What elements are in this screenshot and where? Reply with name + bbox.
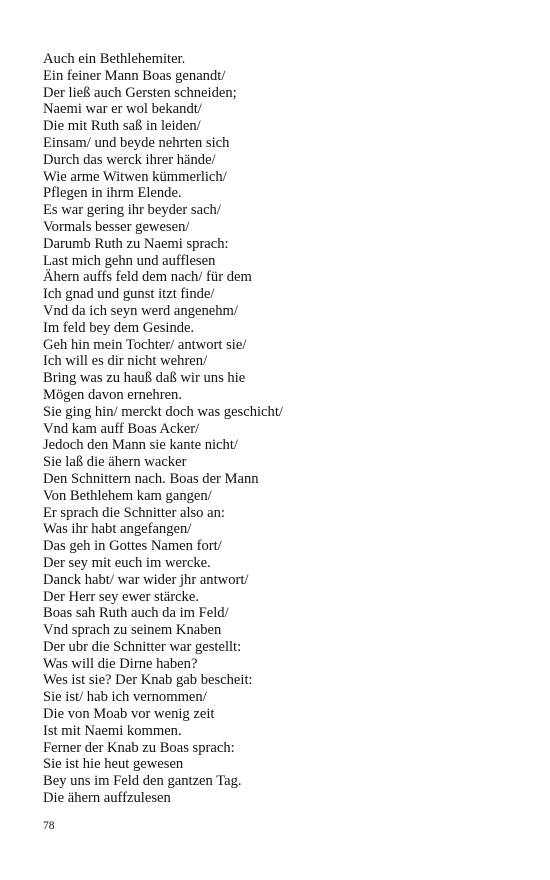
poem-line: Er sprach die Schnitter also an: bbox=[43, 504, 225, 521]
poem-line: Ich will es dir nicht wehren/ bbox=[43, 353, 208, 370]
poem-line: Es war gering ihr beyder sach/ bbox=[43, 202, 221, 219]
poem-line: Von Bethlehem kam gangen/ bbox=[43, 487, 212, 504]
poem-line: Die ähern auffzulesen bbox=[43, 790, 171, 807]
poem-line: Sie ging hin/ merckt doch was geschicht/ bbox=[43, 403, 283, 420]
poem-line: Der ließ auch Gersten schneiden; bbox=[43, 84, 237, 101]
poem-line: Der sey mit euch im wercke. bbox=[43, 554, 211, 571]
poem-line: Der ubr die Schnitter war gestellt: bbox=[43, 638, 242, 655]
poem-line: Ähern auffs feld dem nach/ für dem bbox=[43, 269, 252, 286]
poem-line: Die mit Ruth saß in leiden/ bbox=[43, 118, 201, 135]
poem-line: Sie laß die ähern wacker bbox=[43, 454, 187, 471]
poem-line: Last mich gehn und aufflesen bbox=[43, 252, 216, 269]
poem-line: Die von Moab vor wenig zeit bbox=[43, 706, 215, 723]
poem-line: Ferner der Knab zu Boas sprach: bbox=[43, 739, 235, 756]
poem-line: Darumb Ruth zu Naemi sprach: bbox=[43, 235, 229, 252]
poem-line: Sie ist/ hab ich vernommen/ bbox=[43, 689, 207, 706]
poem-line: Auch ein Bethlehemiter. bbox=[43, 51, 186, 67]
poem-line: Mögen davon ernehren. bbox=[43, 386, 182, 403]
poem-line: Geh hin mein Tochter/ antwort sie/ bbox=[43, 336, 247, 353]
poem-line: Den Schnittern nach. Boas der Mann bbox=[43, 470, 259, 487]
poem-line: Ich gnad und gunst itzt finde/ bbox=[43, 286, 215, 303]
poem-line: Vnd kam auff Boas Acker/ bbox=[43, 420, 200, 437]
poem-line: Bring was zu hauß daß wir uns hie bbox=[43, 370, 246, 387]
poem-line: Boas sah Ruth auch da im Feld/ bbox=[43, 605, 229, 622]
poem-line: Einsam/ und beyde nehrten sich bbox=[43, 134, 230, 151]
poem-text bbox=[43, 51, 283, 807]
poem-line: Durch das werck ihrer hände/ bbox=[43, 151, 216, 168]
poem-line: Vnd sprach zu seinem Knaben bbox=[43, 622, 222, 639]
page-number: 78 bbox=[43, 820, 55, 832]
poem-line: Was ihr habt angefangen/ bbox=[43, 521, 192, 538]
poem-line: Bey uns im Feld den gantzen Tag. bbox=[43, 773, 242, 790]
poem-line: Was will die Dirne haben? bbox=[43, 655, 198, 672]
poem-line: Das geh in Gottes Namen fort/ bbox=[43, 538, 222, 555]
poem-line: Vormals besser gewesen/ bbox=[43, 218, 190, 235]
poem-line: Im feld bey dem Gesinde. bbox=[43, 319, 195, 336]
poem-line: Der Herr sey ewer stärcke. bbox=[43, 588, 199, 605]
poem-line: Wie arme Witwen kümmerlich/ bbox=[43, 168, 227, 185]
poem-line: Danck habt/ war wider jhr antwort/ bbox=[43, 571, 249, 588]
poem-line: Naemi war er wol bekandt/ bbox=[43, 101, 202, 118]
poem-line: Pflegen in ihrm Elende. bbox=[43, 185, 182, 202]
poem-line: Ein feiner Mann Boas genandt/ bbox=[43, 67, 226, 84]
poem-line: Jedoch den Mann sie kante nicht/ bbox=[43, 437, 238, 454]
poem-line: Sie ist hie heut gewesen bbox=[43, 756, 184, 773]
poem-line: Vnd da ich seyn werd angenehm/ bbox=[43, 302, 238, 319]
poem-line: Wes ist sie? Der Knab gab bescheit: bbox=[43, 672, 253, 689]
poem-line: Ist mit Naemi kommen. bbox=[43, 722, 182, 739]
